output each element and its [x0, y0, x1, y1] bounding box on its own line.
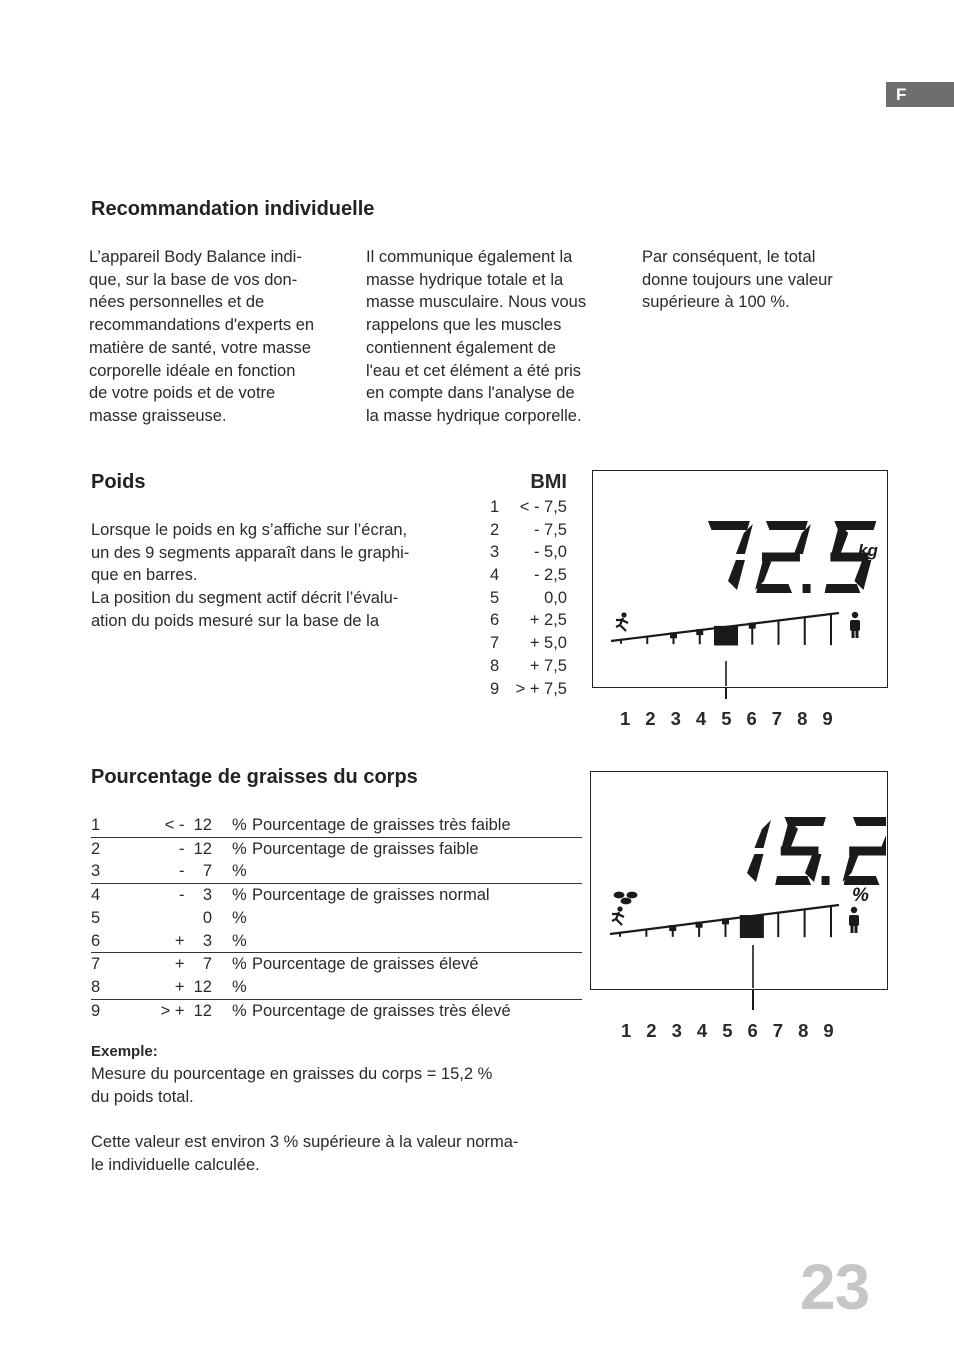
bmi-row-value: < - 7,5	[519, 498, 567, 516]
fat-row-value: - 12	[127, 837, 232, 860]
segment-axis-label: 7	[771, 708, 783, 729]
bmi-row	[490, 632, 567, 655]
segment-axis-label: 6	[746, 708, 757, 729]
fat-row-number: 3	[91, 862, 101, 881]
segment-axis-label: 1	[620, 708, 631, 729]
fat-row-number: 7	[91, 953, 127, 976]
fat-row-value: 0	[202, 908, 212, 927]
lcd-digit-segment	[844, 876, 880, 885]
lcd-active-segment	[740, 915, 764, 938]
bmi-row-number: 1	[490, 498, 500, 516]
bmi-list	[490, 496, 567, 700]
bmi-row-value: 0,0	[544, 588, 567, 607]
fat-table-row	[91, 976, 582, 999]
segment-axis-label: 3	[671, 1020, 683, 1041]
fat-unit: %	[852, 885, 869, 906]
weight-unit: kg	[858, 541, 878, 560]
segment-axis-label: 7	[772, 1020, 784, 1041]
fat-row-number: 2	[91, 837, 127, 860]
weight-lcd-display	[592, 470, 888, 688]
language-tab: F	[886, 82, 954, 107]
bmi-row-number: 9	[490, 679, 500, 698]
recommendation-col3: Par conséquent, le total donne toujours une valeur supérieure à 100 %.	[642, 248, 833, 312]
lcd-digit-segment	[747, 854, 763, 882]
page-number: 23	[800, 1251, 870, 1323]
bmi-row-value: > + 7,5	[515, 679, 567, 698]
bmi-row	[490, 496, 567, 519]
fat-row-value: + 7	[127, 953, 232, 976]
bmi-row-number: 7	[490, 634, 500, 653]
bmi-row-value: - 5,0	[533, 543, 567, 562]
bmi-row-value: + 5,0	[529, 634, 567, 653]
fat-lcd-display	[590, 771, 888, 990]
bmi-title: BMI	[530, 471, 567, 493]
note-text: Cette valeur est environ 3 % supérieure à la valeur norma- le individuelle calculée.	[91, 1133, 519, 1174]
segment-axis-label: 8	[798, 1020, 809, 1041]
bmi-row-number: 4	[490, 566, 500, 585]
fat-row-unit: %	[232, 908, 247, 927]
fat-row-unit: %	[232, 977, 247, 996]
fat-row-description	[252, 930, 582, 953]
bmi-row-value: + 7,5	[529, 656, 567, 675]
fat-row-description: Pourcentage de graisses très élevé	[252, 999, 582, 1022]
lcd-decimal-point	[822, 876, 830, 885]
fat-table-row	[91, 837, 582, 860]
segment-axis-label: 5	[721, 708, 732, 729]
fat-pointer-extension	[752, 989, 754, 1010]
fat-table-row	[91, 884, 582, 907]
lcd-segment-cap	[722, 918, 729, 924]
fat-row-unit: %	[232, 816, 247, 834]
fat-row-number: 5	[91, 908, 101, 927]
fat-row-value: + 3	[174, 931, 212, 950]
lcd-digit-segment	[756, 584, 792, 593]
bmi-row-value: + 2,5	[529, 611, 567, 630]
lcd-segment-cap	[749, 623, 756, 629]
bmi-row	[490, 609, 567, 632]
lcd-digit-segment	[754, 820, 770, 848]
fat-row-description	[252, 976, 582, 999]
fat-row-number: 6	[91, 931, 101, 950]
person-icon	[849, 907, 859, 933]
lcd-segment-cap	[696, 922, 703, 928]
bmi-row-number: 3	[490, 543, 500, 562]
weight-title: Poids	[91, 471, 146, 493]
fat-row-description: Pourcentage de graisses normal	[252, 884, 582, 907]
lcd-segment-cap	[670, 632, 677, 638]
fat-row-description: Pourcentage de graisses élevé	[252, 953, 582, 976]
fat-row-description	[252, 860, 582, 883]
lcd-active-segment	[714, 626, 738, 646]
bmi-row	[490, 564, 567, 587]
lcd-digit-segment	[825, 584, 861, 593]
segment-axis-label: 1	[621, 1020, 632, 1041]
lcd-digit-segment	[728, 560, 745, 590]
fat-lcd-graphic	[591, 772, 886, 988]
weight-text: Lorsque le poids en kg s’affiche sur l’écran, un des 9 segments apparaît dans le graphi- que en barres. La position du segment actif décrit l’évalu- ation du poids mesuré sur la base de la	[91, 521, 410, 630]
segment-axis-label: 5	[722, 1020, 733, 1041]
fat-table-row	[91, 999, 582, 1022]
person-icon	[850, 612, 860, 638]
bmi-row	[490, 655, 567, 678]
recommendation-col1: L’appareil Body Balance indi- que, sur la base de vos don- nées personnelles et de recommandations d'experts en matière de santé, votre masse corporelle idéale en fonction de votre poids et de votre masse graisseuse.	[89, 248, 315, 425]
fat-row-unit: %	[232, 837, 252, 860]
fat-row-value: < - 12	[164, 816, 212, 834]
segment-axis-label: 6	[747, 1020, 758, 1041]
lcd-digit-segment	[708, 521, 750, 530]
bmi-row	[490, 678, 567, 701]
fat-row-value: > + 12	[127, 999, 232, 1022]
weight-lcd-graphic	[593, 471, 886, 686]
fat-row-description: Pourcentage de graisses faible	[252, 837, 582, 860]
fat-row-number: 4	[91, 884, 127, 907]
fat-row-description: Pourcentage de graisses très faible	[252, 816, 511, 834]
segment-axis-label: 9	[823, 1020, 834, 1041]
bmi-row-value: - 7,5	[533, 520, 567, 539]
lcd-segment-cap	[669, 925, 676, 931]
weight-segment-axis	[620, 708, 848, 730]
fat-row-description	[252, 907, 582, 930]
bmi-row	[490, 519, 567, 542]
fat-table-row	[91, 930, 582, 953]
fat-segment-axis	[621, 1020, 849, 1042]
bmi-row-number: 8	[490, 656, 500, 675]
segment-axis-label: 9	[822, 708, 833, 729]
lcd-digit-segment	[775, 876, 811, 885]
fat-row-value: - 3	[127, 884, 232, 907]
recommendation-title: Recommandation individuelle	[91, 198, 375, 220]
fat-row-unit: %	[232, 953, 252, 976]
segment-axis-label: 2	[645, 708, 656, 729]
runner-icon	[616, 612, 628, 631]
fat-row-number: 9	[91, 999, 127, 1022]
fat-title: Pourcentage de graisses du corps	[91, 766, 418, 788]
fat-row-value: - 7	[178, 862, 212, 881]
fat-table	[91, 814, 582, 1022]
segment-axis-label: 2	[646, 1020, 657, 1041]
runner-icon	[612, 906, 624, 925]
fat-row-unit: %	[232, 999, 252, 1022]
lcd-digit-segment	[853, 817, 886, 826]
bmi-row-value: - 2,5	[533, 566, 567, 585]
lcd-digit-segment	[766, 521, 808, 530]
segment-axis-label: 3	[670, 708, 682, 729]
fat-table-row	[91, 907, 582, 930]
fat-row-unit: %	[232, 884, 252, 907]
bmi-row-number: 5	[490, 588, 500, 607]
segment-axis-label: 4	[695, 708, 707, 729]
example-label: Exemple:	[91, 1043, 158, 1060]
weight-pointer-extension	[725, 687, 727, 699]
bmi-row	[490, 587, 567, 610]
bmi-row-number: 6	[490, 611, 500, 630]
fat-table-row	[91, 860, 582, 883]
recommendation-col2: Il communique également la masse hydrique totale et la masse musculaire. Nous vous rappelons que les muscles contiennent également de l'eau et cet élément a été pris en compte dans l'analyse de la masse hydrique corporelle.	[366, 248, 587, 425]
fat-row-unit: %	[232, 862, 247, 881]
lcd-segment-cap	[696, 629, 703, 635]
segment-axis-label: 8	[797, 708, 808, 729]
fat-row-unit: %	[232, 931, 247, 950]
fat-row-number: 8	[91, 977, 101, 996]
fat-table-row	[91, 953, 582, 976]
fat-table-row	[91, 814, 582, 837]
bmi-row	[490, 541, 567, 564]
segment-axis-label: 4	[696, 1020, 708, 1041]
example-text: Mesure du pourcentage en graisses du corps = 15,2 % du poids total.	[91, 1065, 493, 1106]
bmi-row-number: 2	[490, 520, 500, 539]
fat-row-value: + 12	[174, 977, 212, 996]
fat-drops-icon	[614, 892, 638, 905]
lcd-decimal-point	[803, 584, 811, 593]
fat-row-number: 1	[91, 816, 101, 834]
